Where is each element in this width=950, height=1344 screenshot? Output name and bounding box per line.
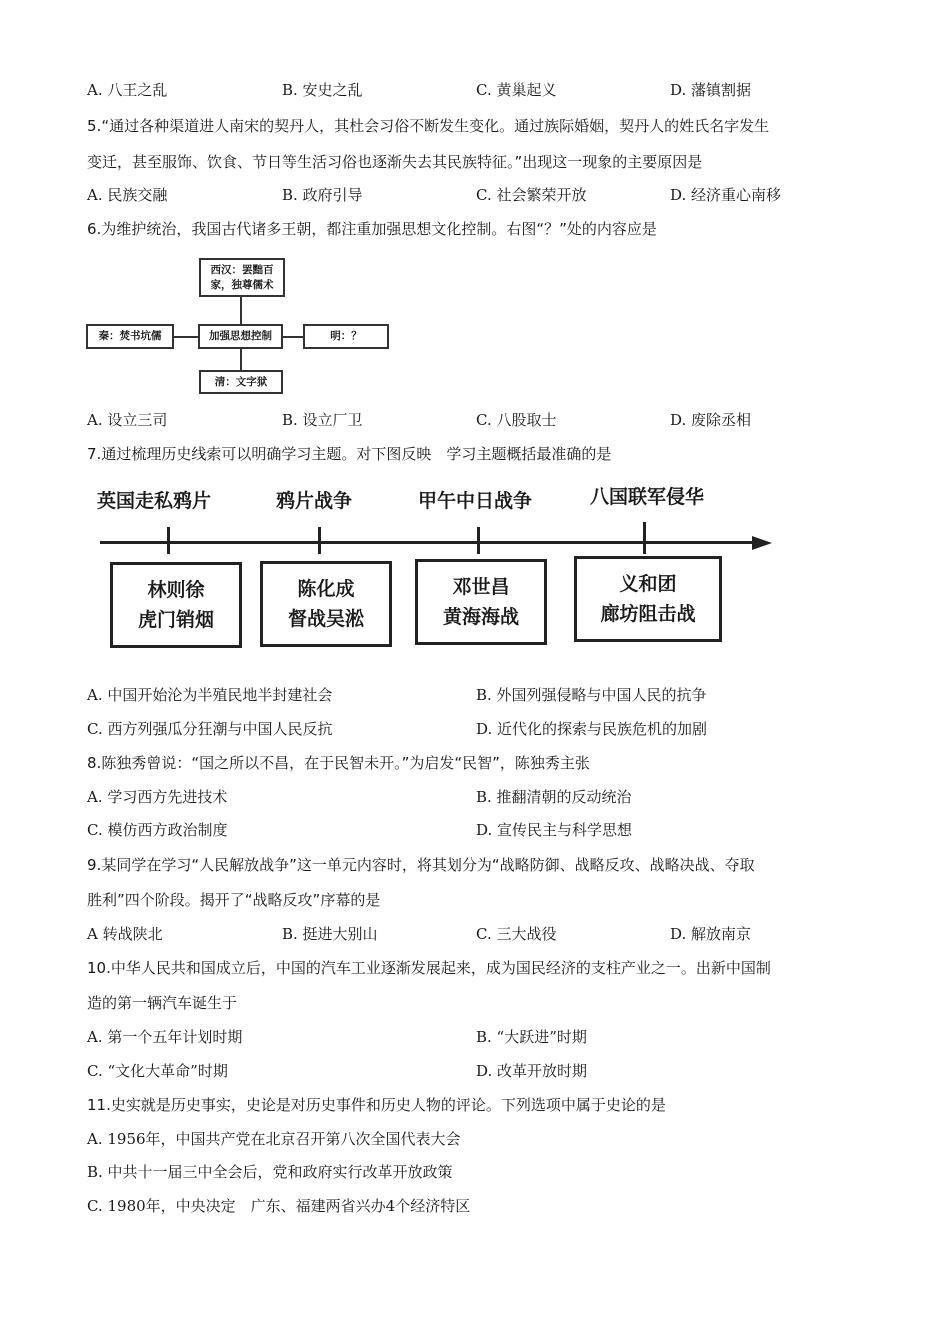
q9-option-d: D. 解放南京 <box>670 925 752 943</box>
q10-stem-line2: 造的第一辆汽车诞生于 <box>87 994 238 1012</box>
q10-option-a: A. 第一个五年计划时期 <box>87 1028 243 1046</box>
q10-option-d: D. 改革开放时期 <box>476 1062 588 1080</box>
q7-timeline-arrow-icon <box>752 535 772 551</box>
q5-option-b: B. 政府引导 <box>282 186 363 204</box>
q5-stem-line1 <box>87 116 769 136</box>
q7-tick-4 <box>643 522 646 554</box>
q7-option-c: C. 西方列强瓜分狂潮与中国人民反抗 <box>87 720 333 738</box>
q6-connector-vertical-bottom <box>240 349 242 371</box>
q6-text1: 为维护统治，我国古代诸多王朝，都注重加强思想文化控制。右图“？”处的内容应是 <box>101 220 657 238</box>
q7-option-d: D. 近代化的探索与民族危机的加剧 <box>476 720 708 738</box>
q6-stem-line1 <box>87 219 657 239</box>
q7-tick-3 <box>477 527 480 554</box>
q8-number: 8. <box>87 754 102 772</box>
q11-number: 11. <box>87 1096 111 1114</box>
q6-box-center <box>198 324 283 349</box>
q9-number: 9. <box>87 856 102 874</box>
q7-stem-line1 <box>87 444 611 464</box>
q7-box-4-line1: 义和团 <box>619 573 677 595</box>
q7-box-1-line2: 虎门销烟 <box>137 609 214 631</box>
q10-option-c: C. “文化大革命”时期 <box>87 1062 228 1080</box>
q8-option-d: D. 宣传民主与科学思想 <box>476 821 633 839</box>
q6-box-qing-text: 清：文字狱 <box>214 375 268 388</box>
q9-text1: 某同学在学习“人民解放战争”这一单元内容时，将其划分为“战略防御、战略反攻、战略决战、夺取 <box>101 856 755 874</box>
q8-option-c: C. 模仿西方政治制度 <box>87 821 228 839</box>
q11-option-a: A. 1956年，中国共产党在北京召开第八次全国代表大会 <box>87 1130 461 1148</box>
q7-option-b: B. 外国列强侵略与中国人民的抗争 <box>476 686 707 704</box>
q7-timeline-axis <box>100 541 760 544</box>
q4-option-b: B. 安史之乱 <box>282 81 363 99</box>
q5-stem-line2: 变迁，甚至服饰、饮食、节日等生活习俗也逐渐失去其民族特征。”出现这一现象的主要原因是 <box>87 153 703 171</box>
q7-tick-1 <box>167 527 170 554</box>
q6-number: 6. <box>87 220 102 238</box>
q7-event-1: 英国走私鸦片 <box>97 490 212 512</box>
q7-number: 7. <box>87 445 102 463</box>
q7-text1: 通过梳理历史线索可以明确学习主题。对下图反映 学习主题概括最准确的是 <box>101 445 612 463</box>
q11-option-c: C. 1980年，中央决定 广东、福建两省兴办4个经济特区 <box>87 1197 471 1215</box>
q9-stem-line2: 胜利”四个阶段。揭开了“战略反攻”序幕的是 <box>87 891 381 909</box>
q5-option-a: A. 民族交融 <box>87 186 168 204</box>
q5-option-d: D. 经济重心南移 <box>670 186 782 204</box>
q7-option-a: A. 中国开始沦为半殖民地半封建社会 <box>87 686 333 704</box>
q4-option-a: A. 八王之乱 <box>87 81 168 99</box>
q6-option-b: B. 设立厂卫 <box>282 411 363 429</box>
q6-box-ming-text: 明：？ <box>330 330 362 342</box>
q6-box-center-text: 加强思想控制 <box>209 330 272 342</box>
q6-box-xihan-line1: 西汉：罢黜百 <box>210 263 274 276</box>
q8-option-b: B. 推翻清朝的反动统治 <box>476 788 632 806</box>
q7-event-4: 八国联军侵华 <box>590 486 705 508</box>
q6-box-qin-text: 秦：焚书坑儒 <box>98 330 162 342</box>
q9-option-c: C. 三大战役 <box>476 925 557 943</box>
q10-text1: 中华人民共和国成立后，中国的汽车工业逐渐发展起来，成为国民经济的支柱产业之一。出新中国制 <box>110 959 771 977</box>
q7-box-3-line2: 黄海海战 <box>442 606 519 628</box>
q6-box-xihan <box>199 258 285 297</box>
q7-box-2 <box>260 561 392 647</box>
q6-box-qin <box>86 324 174 349</box>
q7-event-3: 甲午中日战争 <box>418 490 533 512</box>
q6-option-c: C. 八股取士 <box>476 411 557 429</box>
q7-box-4-line2: 廊坊阻击战 <box>600 603 696 625</box>
q7-event-2: 鸦片战争 <box>276 490 353 512</box>
q8-stem-line1 <box>87 753 590 773</box>
q6-box-xihan-line2: 家，独尊儒术 <box>210 278 274 291</box>
q6-connector-right <box>282 336 304 338</box>
q7-box-3-line1: 邓世昌 <box>452 576 510 598</box>
q11-option-b: B. 中共十一届三中全会后，党和政府实行改革开放政策 <box>87 1163 453 1181</box>
q7-tick-2 <box>318 527 321 554</box>
q4-option-d: D. 藩镇割据 <box>670 81 752 99</box>
q7-box-2-line1: 陈化成 <box>297 578 355 600</box>
q11-text1: 史实就是历史事实，史论是对历史事件和历史人物的评论。下列选项中属于史论的是 <box>110 1096 666 1114</box>
q9-option-b: B. 挺进大别山 <box>282 925 378 943</box>
q7-box-3 <box>415 559 547 645</box>
q5-option-c: C. 社会繁荣开放 <box>476 186 587 204</box>
q6-connector-vertical-top <box>240 296 242 324</box>
q10-number: 10. <box>87 959 111 977</box>
q7-box-4 <box>574 556 722 642</box>
q6-connector-left <box>173 336 199 338</box>
q9-stem-line1 <box>87 855 755 875</box>
q8-text1: 陈独秀曾说：“国之所以不昌，在于民智未开。”为启发“民智”，陈独秀主张 <box>101 754 590 772</box>
q10-stem-line1 <box>87 958 771 978</box>
q7-box-1-line1: 林则徐 <box>147 579 205 601</box>
q11-stem-line1 <box>87 1095 666 1115</box>
q5-number: 5. <box>87 117 102 135</box>
q7-box-1 <box>110 562 242 648</box>
q4-option-c: C. 黄巢起义 <box>476 81 557 99</box>
q9-option-a: A 转战陕北 <box>87 925 163 943</box>
q6-box-ming <box>303 324 389 349</box>
q6-option-d: D. 废除丞相 <box>670 411 752 429</box>
q6-option-a: A. 设立三司 <box>87 411 168 429</box>
q5-text1: “通过各种渠道进人南宋的契丹人，其杜会习俗不断发生变化。通过族际婚姻，契丹人的姓氏名字发生 <box>101 117 770 135</box>
q10-option-b: B. “大跃进”时期 <box>476 1028 587 1046</box>
q8-option-a: A. 学习西方先进技术 <box>87 788 228 806</box>
q7-box-2-line2: 督战吴淞 <box>287 608 364 630</box>
q6-box-qing <box>199 370 283 394</box>
